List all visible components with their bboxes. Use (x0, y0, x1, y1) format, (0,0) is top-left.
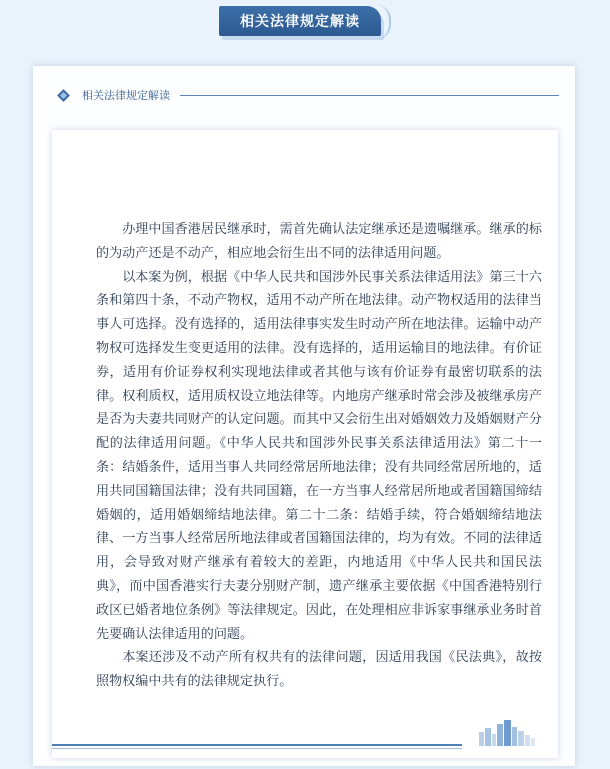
footer-divider-thin (52, 748, 462, 749)
paragraph-conclusion: 本案还涉及不动产所有权共有的法律问题，因适用我国《民法典》，故按照物权编中共有的法律规定执行。 (96, 650, 542, 690)
section-header (59, 88, 559, 102)
page-title: 相关法律规定解读 (240, 14, 360, 30)
city-skyline-icon (477, 718, 537, 746)
paragraph-intro: 办理中国香港居民继承时，需首先确认法定继承还是遗嘱继承。继承的标的为动产还是不动产，相应地会衍生出不同的法律适用问题。 (96, 222, 542, 261)
footer-divider (52, 744, 462, 746)
section-divider (180, 95, 559, 96)
page-title-banner (219, 6, 381, 36)
banner-swoosh-decoration (375, 4, 391, 40)
diamond-icon (57, 89, 70, 102)
paragraph-case-analysis: 以本案为例，根据《中华人民共和国涉外民事关系法律适用法》第三十六条和第四十条，不动产物权，适用不动产所在地法律。动产物权适用的法律当事人可选择。没有选择的，适用法律事实发生时动产所在地法律。运输中动产物权可选择发生变更适用的法律。没有选择的，适用运输目的地法律。有价证券，适用有价证券权利实现地法律或者其他与该有价证券有最密切联系的法律。权利质权，适用质权设立地法律等。内地房产继承时常会涉及被继承房产是否为夫妻共同财产的认定问题。而其中又会衍生出对婚姻效力及婚姻财产分配的法律适用问题。《中华人民共和国涉外民事关系法律适用法》第二十一条：结婚条件，适用当事人共同经常居所地法律；没有共同经常居所地的，适用共同国籍国法律；没有共同国籍，在一方当事人经常居所地或者国籍国缔结婚姻的，适用婚姻缔结地法律。第二十二条：结婚手续，符合婚姻缔结地法律、一方当事人经常居所地法律或者国籍国法律的，均为有效。不同的法律适用，会导致对财产继承有着较大的差距，内地适用《中华人民共和国民法典》，而中国香港实行夫妻分别财产制，遗产继承主要依据《中国香港特别行政区已婚者地位条例》等法律规定。因此，在处理相应非诉家事继承业务时首先要确认法律适用的问题。 (96, 269, 542, 642)
content-card (33, 66, 575, 766)
article-text-box (52, 130, 558, 758)
section-label: 相关法律规定解读 (82, 89, 170, 102)
